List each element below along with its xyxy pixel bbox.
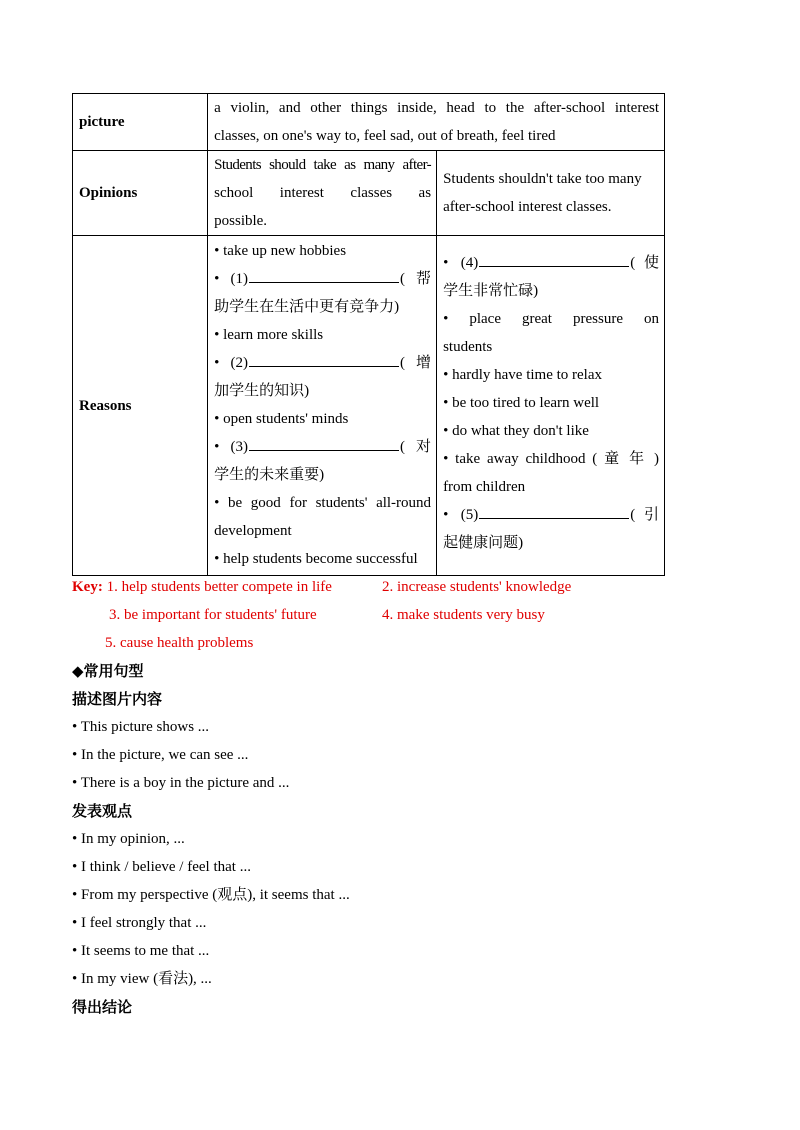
- blank-number: • (3): [214, 439, 248, 455]
- blank-number: • (2): [214, 355, 248, 371]
- answer-3: 3. be important for students' future: [109, 607, 317, 623]
- list-item: • This picture shows ...: [72, 719, 210, 735]
- list-item: • I feel strongly that ...: [72, 915, 207, 931]
- list-item: • From my perspective (观点), it seems that ...: [72, 887, 350, 903]
- list-item: • In the picture, we can see ...: [72, 747, 249, 763]
- list-item: • I think / believe / feel that ...: [72, 859, 251, 875]
- reason-line: 学生非常忙碌): [443, 283, 539, 299]
- reason-line: • do what they don't like: [443, 423, 589, 439]
- heading-express-opinion: 发表观点: [72, 802, 133, 820]
- picture-line-2: classes, on one's way to, feel sad, out of breath, feel tired: [214, 128, 556, 144]
- answer-5: 5. cause health problems: [105, 635, 254, 651]
- picture-description: [208, 94, 665, 151]
- answer-blank-1[interactable]: [249, 266, 399, 283]
- list-item: • There is a boy in the picture and ...: [72, 775, 290, 791]
- section-title: ◆常用句型: [72, 662, 144, 680]
- blank-number: • (5): [443, 507, 479, 523]
- reason-blank-2: [214, 349, 431, 377]
- answer-blank-3[interactable]: [249, 434, 399, 451]
- reason-line: from children: [443, 479, 526, 495]
- answer-key-label: Key:: [72, 579, 103, 595]
- row-label-opinions: Opinions: [73, 151, 208, 236]
- blank-hint: (引: [630, 507, 659, 523]
- list-item: • In my opinion, ...: [72, 831, 185, 847]
- reasons-for: [208, 236, 437, 576]
- answer-1: 1. help students better compete in life: [106, 579, 332, 595]
- reason-line: • place great pressure on: [443, 311, 659, 327]
- opinion-against: [437, 151, 665, 236]
- answer-key-cell: [72, 573, 332, 601]
- reason-line: 助学生在生活中更有竞争力): [214, 299, 400, 315]
- reason-blank-1: [214, 265, 431, 293]
- reason-line: • take away childhood ( 童 年 ): [443, 451, 659, 467]
- reason-line: • be good for students' all-round: [214, 495, 432, 511]
- reason-blank-4: [443, 249, 659, 277]
- table-row-reasons: [73, 236, 665, 576]
- table-row-picture: [73, 94, 665, 151]
- blank-hint: (使: [630, 255, 659, 271]
- answer-key-row-2: [72, 601, 692, 629]
- reason-line: • be too tired to learn well: [443, 395, 600, 411]
- table-row-opinions: [73, 151, 665, 236]
- reason-line: • help students become successful: [214, 551, 418, 567]
- reason-blank-5: [443, 501, 659, 529]
- blank-hint: ( 对: [399, 439, 432, 455]
- reason-line: development: [214, 523, 292, 539]
- blank-hint: ( 帮: [399, 271, 432, 287]
- opinion-for: [208, 151, 437, 236]
- reason-line: • open students' minds: [214, 411, 349, 427]
- answer-blank-5[interactable]: [479, 502, 629, 519]
- answer-key: [72, 573, 692, 657]
- reason-line: • hardly have time to relax: [443, 367, 603, 383]
- reason-blank-3: [214, 433, 431, 461]
- answer-4: 4. make students very busy: [382, 607, 545, 623]
- list-item: • In my view (看法), ...: [72, 971, 212, 987]
- blank-number: • (4): [443, 255, 479, 271]
- sentence-patterns: [72, 657, 712, 1021]
- answer-key-row-1: [72, 573, 692, 601]
- reasons-against: [437, 236, 665, 576]
- reason-line: • take up new hobbies: [214, 243, 347, 259]
- writing-outline-table: [72, 93, 665, 576]
- list-item: • It seems to me that ...: [72, 943, 210, 959]
- opinion-against-line-2: after-school interest classes.: [443, 199, 612, 215]
- heading-describe-picture: 描述图片内容: [72, 690, 163, 708]
- answer-key-row-3: [72, 629, 692, 657]
- reason-line: students: [443, 339, 493, 355]
- opinion-against-line-1: Students shouldn't take too many: [443, 171, 642, 187]
- blank-number: • (1): [214, 271, 248, 287]
- opinion-for-line-2: school interest classes as: [214, 185, 432, 201]
- answer-blank-2[interactable]: [249, 350, 399, 367]
- opinion-for-line-1: Students should take as many after-: [214, 157, 432, 173]
- picture-line-1: a violin, and other things inside, head to the after-school interest: [214, 100, 659, 116]
- row-label-reasons: Reasons: [73, 236, 208, 576]
- blank-hint: ( 增: [399, 355, 432, 371]
- opinion-for-line-3: possible.: [214, 213, 268, 229]
- heading-conclusion: 得出结论: [72, 998, 133, 1016]
- reason-line: • learn more skills: [214, 327, 324, 343]
- reason-line: 加学生的知识): [214, 383, 310, 399]
- row-label-picture: picture: [73, 94, 208, 151]
- answer-blank-4[interactable]: [479, 250, 629, 267]
- answer-2: 2. increase students' knowledge: [382, 579, 572, 595]
- reason-line: 起健康问题): [443, 535, 524, 551]
- reason-line: 学生的未来重要): [214, 467, 325, 483]
